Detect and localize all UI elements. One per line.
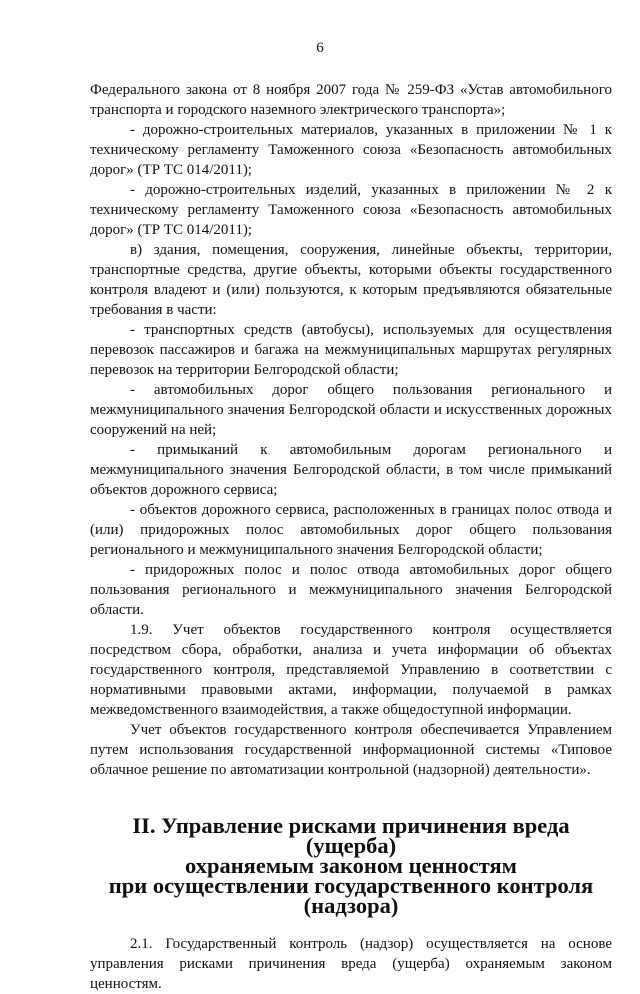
paragraph: - дорожно-строительных материалов, указанных в приложении № 1 к техническому регламенту Таможенного союза «Безопасность автомобильных дорог» (ТР ТС 014/2011);	[90, 122, 612, 178]
paragraph: - автомобильных дорог общего пользования регионального и межмуниципального значения Белгородской области и искусственных дорожных сооружений на ней;	[90, 382, 612, 438]
paragraph: - дорожно-строительных изделий, указанных в приложении № 2 к техническому регламенту Таможенного союза «Безопасность автомобильных дорог» (ТР ТС 014/2011);	[90, 182, 612, 238]
paragraph: Федерального закона от 8 ноября 2007 года № 259-ФЗ «Устав автомобильного транспорта и городского наземного электрического транспорта»;	[90, 82, 612, 118]
paragraph: 2.1. Государственный контроль (надзор) осуществляется на основе управления рисками причинения вреда (ущерба) охраняемым законом ценностям.	[90, 936, 612, 992]
page-number: 6	[316, 40, 324, 56]
section-heading-line: охраняемым законом ценностям	[185, 853, 517, 878]
section-heading-line: при осуществлении государственного контроля (надзора)	[108, 873, 594, 918]
document-body	[90, 80, 612, 994]
spacer	[90, 916, 612, 934]
paragraph: - придорожных полос и полос отвода автомобильных дорог общего пользования регионального и межмуниципального значения Белгородской области.	[90, 562, 612, 618]
paragraph-list	[90, 80, 612, 780]
section-heading-line: II. Управление рисками причинения вреда (ущерба)	[132, 813, 570, 858]
paragraph: - транспортных средств (автобусы), используемых для осуществления перевозок пассажиров и багажа на межмуниципальных маршрутах регулярных перевозок на территории Белгородской области;	[90, 322, 612, 378]
paragraph: 1.9. Учет объектов государственного контроля осуществляется посредством сбора, обработки, анализа и учета информации об объектах государственного контроля, представляемой Управлению в соответствии с нормативными правовыми актами, информации, получаемой в рамках межведомственного взаимодействия, а также общедоступной информации.	[90, 622, 612, 718]
paragraph: - примыканий к автомобильным дорогам регионального и межмуниципального значения Белгородской области, в том числе примыканий объектов дорожного сервиса;	[90, 442, 612, 498]
paragraph-list-after-section	[90, 934, 612, 994]
section-heading	[90, 813, 612, 918]
paragraph: - объектов дорожного сервиса, расположенных в границах полос отвода и (или) придорожных полос автомобильных дорог общего пользования регионального и межмуниципального значения Белгородской области;	[90, 502, 612, 558]
paragraph: Учет объектов государственного контроля обеспечивается Управлением путем использования государственной информационной системы «Типовое облачное решение по автоматизации контрольной (надзорной) деятельности».	[90, 722, 612, 778]
spacer	[90, 780, 612, 798]
paragraph: в) здания, помещения, сооружения, линейные объекты, территории, транспортные средства, другие объекты, которыми объекты государственного контроля владеют и (или) пользуются, к которым предъявляются обязательные требования в части:	[90, 242, 612, 318]
